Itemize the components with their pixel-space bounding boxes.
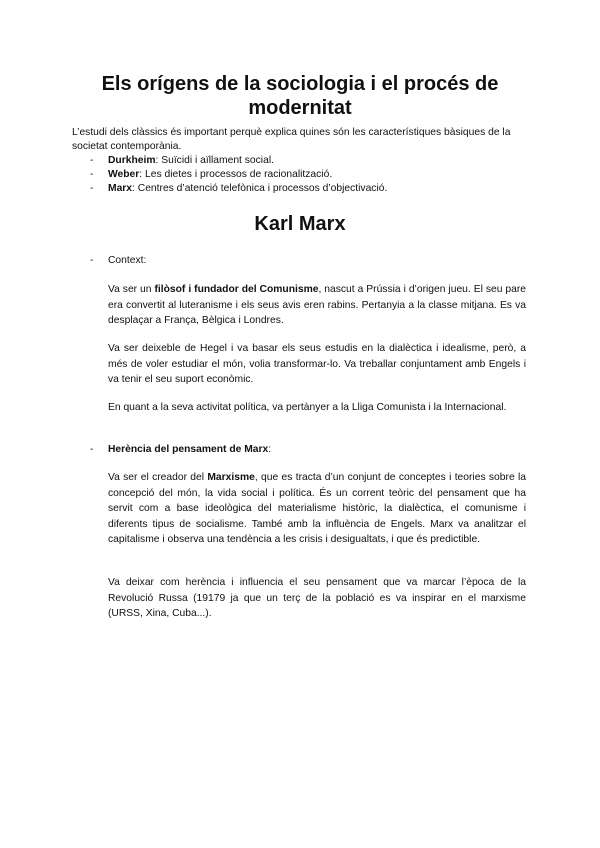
author-list xyxy=(72,154,532,196)
page-title: Els orígens de la sociologia i el procés de modernitat xyxy=(101,73,499,119)
author-name: Weber xyxy=(108,169,140,180)
heritage-paragraph-1 xyxy=(108,470,526,548)
section-title: Karl Marx xyxy=(254,213,346,235)
intro-paragraph: L’estudi dels clàssics és important perquè explica quines són les característiques bàsiques de la societat contemporània. xyxy=(72,127,511,152)
heritage-paragraph-2: Va deixar com herència i influencia el seu pensament que va marcar l’època de la Revolució Russa (19179 ja que un terç de la població es va inspirar en el marxisme (URSS, Xina, Cuba...). xyxy=(108,577,526,619)
bold-text: filòsof i fundador del Comunisme xyxy=(154,284,319,295)
author-desc: : Suïcidi i aïllament social. xyxy=(155,155,274,166)
text-span: , que es tracta d’un conjunt de conceptes i teories sobre la concepció del món, la vida social i política. És un corrent teòric del pensament que ha servit com a base ideològica del materialisme històric, la dialèctica, el comunisme i diferents tipus de socialisme. També amb la influència de Engels. Marx va analitzar el capitalisme i observa una tendència a les crisis i desigualtats, i que és predictible. xyxy=(108,472,526,545)
author-name: Marx xyxy=(108,183,133,194)
context-heading xyxy=(90,254,147,268)
bullet-dash: - xyxy=(90,169,94,180)
context-paragraph-2: Va ser deixeble de Hegel i va basar els seus estudis en la dialèctica i idealisme, però, a més de voler estudiar el món, volia transformar-lo. Va treballar conjuntament amb Engels i va tenir el seu suport econòmic. xyxy=(108,343,526,385)
text-span: Va ser un xyxy=(108,284,155,295)
context-paragraph-3: En quant a la seva activitat política, va pertànyer a la Lliga Comunista i la Internacional. xyxy=(108,402,507,413)
text-span: : xyxy=(268,444,272,455)
bold-text: Marxisme xyxy=(207,472,255,483)
bullet-dash: - xyxy=(90,183,94,194)
author-desc: : Centres d’atenció telefònica i processos d’objectivació. xyxy=(132,183,388,194)
list-item xyxy=(72,182,532,196)
heritage-label: Herència del pensament de Marx xyxy=(108,444,269,455)
list-item xyxy=(72,154,532,168)
text-span: , nascut a Prússia i d’origen jueu. El seu pare era convertit al luteranisme i els seus avis eren rabins. Pertanyia a la classe mitjana. Es va desplaçar a França, Bèlgica i Londres. xyxy=(108,284,526,326)
author-name: Durkheim xyxy=(108,155,156,166)
bullet-dash: - xyxy=(90,155,94,166)
text-span: Va ser el creador del xyxy=(108,472,208,483)
heritage-heading xyxy=(90,443,272,457)
bullet-dash: - xyxy=(90,255,94,266)
author-desc: : Les dietes i processos de racionalització. xyxy=(139,169,333,180)
bullet-dash: - xyxy=(90,444,94,455)
list-item xyxy=(72,168,532,182)
context-paragraph-1 xyxy=(108,282,526,329)
context-label: Context: xyxy=(108,255,147,266)
